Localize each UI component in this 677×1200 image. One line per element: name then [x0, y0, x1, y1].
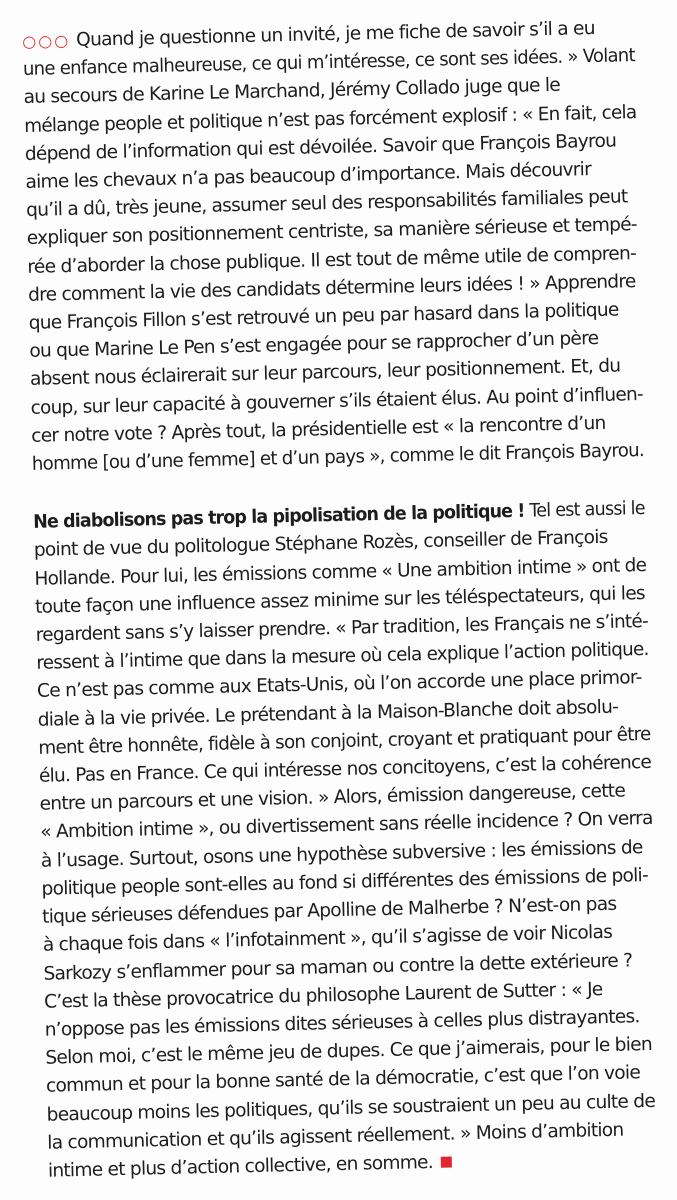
text-line: ou que Marine Le Pen s’est engagée pour se rapprocher d’un père [29, 328, 599, 363]
text-line: n’oppose pas les émissions dites sérieuses à celles plus distrayantes. [44, 1006, 640, 1041]
text-line: la communication et qu’ils agissent réellement. » Moins d’ambition [47, 1119, 624, 1154]
text-line: au secours de Karine Le Marchand, Jérémy Collado juge que le [23, 75, 561, 109]
text-line: Ce n’est pas comme aux Etats-Unis, où l’on accorde une place primor- [36, 667, 642, 703]
text-line: expliquer son positionnement centriste, sa manière sérieuse et tempé- [26, 214, 638, 250]
text-line: commun et pour la bonne santé de la démocratie, c’est que l’on voie [45, 1062, 641, 1098]
line-text: intime et plus d’action collective, en somme. [47, 1151, 434, 1182]
text-line: qu’il a dû, très jeune, assumer seul des responsabilités familiales peut [25, 186, 628, 222]
article-column [22, 14, 658, 1186]
line-text: Quand je questionne un invité, je me fiche de savoir s’il a eu [75, 18, 595, 51]
text-line: « Ambition intime », ou divertissement sans réelle incidence ? On verra [40, 808, 653, 844]
text-line: point de vue du politologue Stéphane Rozès, conseiller de François [33, 527, 608, 562]
text-line: tique sérieuses défendues par Apolline de Malherbe ? N’est-on pas [41, 893, 617, 928]
text-line: Selon moi, c’est le même jeu de dupes. Ce que j’aimerais, pour le bien [45, 1034, 653, 1069]
text-line: absent nous éclairerait sur leur parcours, leur positionnement. Et, du [29, 355, 621, 391]
text-line: homme [ou d’une femme] et d’un pays », comme le dit François Bayrou. [31, 440, 645, 475]
text-line: regardent sans s’y laisser prendre. « Par tradition, les Français ne s’inté- [35, 611, 649, 646]
text-line: dépend de l’information qui est dévoilée. Savoir que François Bayrou [24, 130, 617, 165]
text-line: ressent à l’intime que dans la mesure où cela explique l’action politique. [36, 639, 649, 675]
text-line: coup, sur leur capacité à gouverner s’ils étaient élus. Au point d’influen- [30, 383, 644, 419]
text-line: entre un parcours et une vision. » Alors, émission dangereuse, cette [39, 780, 626, 816]
text-line: beaucoup moins les politiques, qu’ils se soustraient un peu au culte de [46, 1090, 656, 1126]
end-square-icon [441, 1156, 452, 1167]
text-line: diale à la vie privée. Le prétendant à la Maison-Blanche doit absolu- [37, 696, 619, 731]
paragraph-2 [33, 495, 658, 1186]
text-line: Sarkozy s’enflammer pour sa maman ou contre la dette extérieure ? [43, 949, 633, 985]
text-line: à l’usage. Surtout, osons une hypothèse subversive : les émissions de [40, 836, 643, 872]
line-text: Tel est aussi le [524, 498, 646, 522]
text-line: ment être honnête, fidèle à son conjoint, croyant et pratiquant pour être [38, 723, 651, 759]
three-circles-icon: ○○○ [22, 30, 71, 51]
paragraph-1 [22, 14, 645, 479]
text-line: toute façon une influence assez minime sur les téléspectateurs, qui les [34, 582, 646, 618]
text-line: que François Fillon s’est retrouvé un peu par hasard dans la politique [28, 299, 619, 334]
text-line: une enfance malheureuse, ce qui m’intéresse, ce sont ses idées. » Volant [22, 45, 636, 81]
text-line: rée d’aborder la chose publique. Il est tout de même utile de compren- [27, 242, 637, 278]
text-line: dre comment la vie des candidats détermine leurs idées ! » Apprendre [27, 270, 636, 306]
text-line: élu. Pas en France. Ce qui intéresse nos concitoyens, c’est la cohérence [38, 751, 652, 787]
text-line: C’est la thèse provocatrice du philosophe Laurent de Sutter : « Je [43, 978, 603, 1013]
text-line: aime les chevaux n’a pas beaucoup d’importance. Mais découvrir [25, 159, 592, 193]
text-line: politique people sont-elles au fond si différentes des émissions de poli- [41, 864, 649, 900]
text-line: Hollande. Pour lui, les émissions comme « Une ambition intime » ont de [34, 554, 647, 590]
text-line: mélange people et politique n’est pas forcément explosif : « En fait, cela [23, 101, 637, 137]
lead-in-bold: Ne diabolisons pas trop la pipolisation de la politique ! [32, 500, 525, 534]
text-line: à chaque fois dans « l’infotainment », qu’il s’agisse de voir Nicolas [42, 922, 613, 957]
text-line: cer notre vote ? Après tout, la présidentielle est « la rencontre d’un [31, 412, 606, 447]
